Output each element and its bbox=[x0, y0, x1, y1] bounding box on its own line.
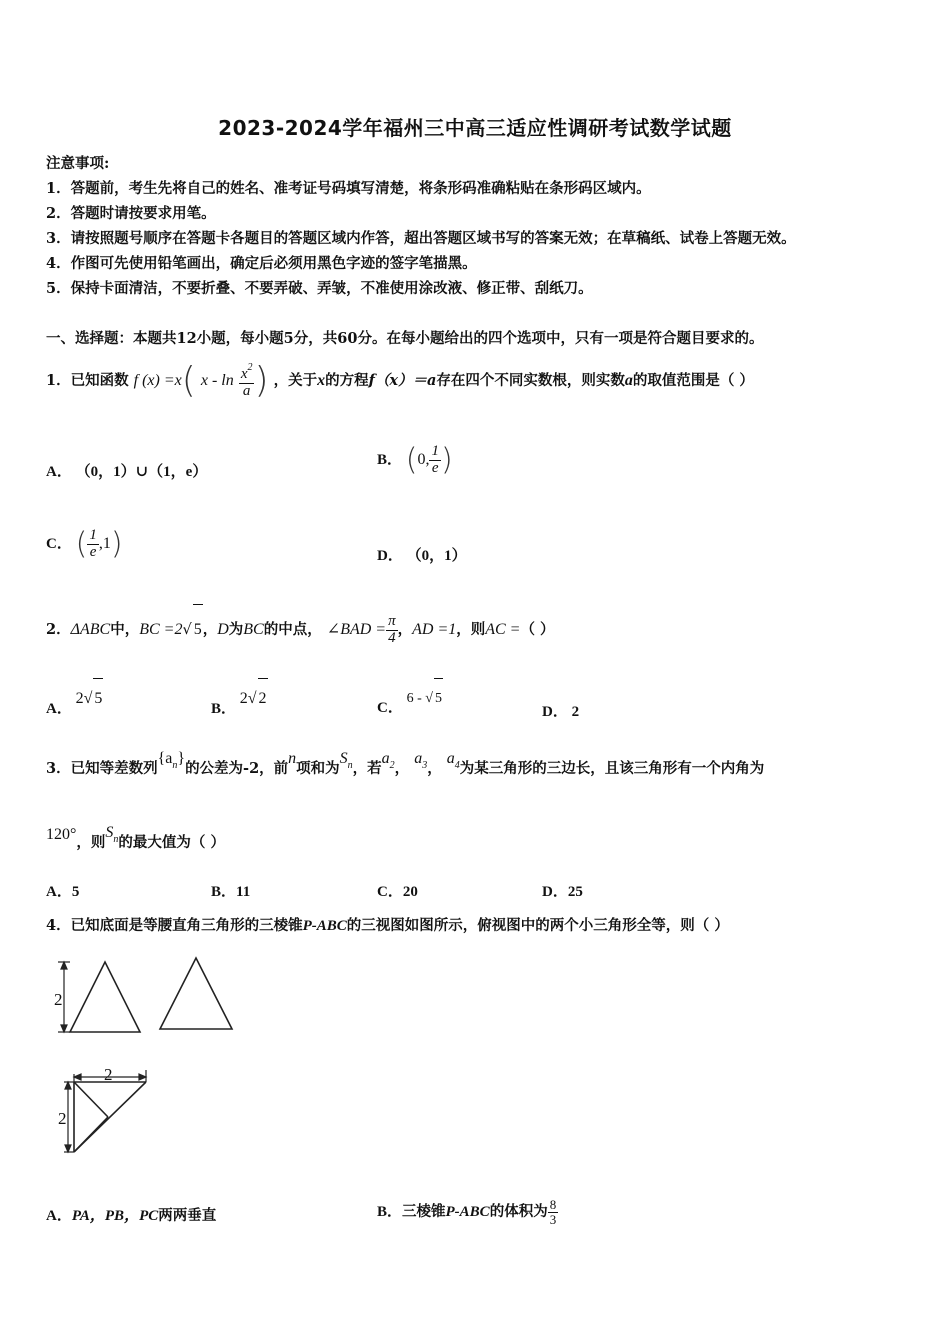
q2-option-a-label: A． bbox=[46, 701, 72, 717]
q2-ad: AD =1 bbox=[412, 621, 457, 638]
q1-left-paren: ( bbox=[181, 360, 196, 401]
q2-option-a: A． 2√ 5 bbox=[46, 688, 103, 724]
q1-option-b-num: 1 bbox=[431, 443, 439, 460]
q1-fraction bbox=[239, 363, 255, 400]
q2-option-b-coef: 2 bbox=[239, 690, 248, 707]
q2-option-b-rad: 2 bbox=[258, 678, 268, 719]
q4-option-a-text: 两两垂直 bbox=[158, 1208, 217, 1224]
question-3 bbox=[46, 744, 764, 790]
page-title: 2023-2024学年福州三中高三适应性调研考试数学试题 bbox=[218, 116, 732, 140]
q1-option-c-den: e bbox=[89, 544, 97, 561]
q1-tail-4: 存在四个不同实数根，则实数 bbox=[436, 372, 625, 389]
q1-var-a: a bbox=[624, 372, 633, 389]
q4-text-1: 4．已知底面是等腰直角三角形的三棱锥 bbox=[46, 917, 303, 934]
q2-option-c-label: C． bbox=[377, 700, 403, 716]
notice-item-3: 3．请按照题号顺序在答题卡各题目的答题区域内作答，超出答题区域书写的答案无效；在草稿纸、试卷上答题无效。 bbox=[46, 230, 796, 247]
q1-tail-3: f（x）＝a bbox=[368, 372, 437, 389]
q1-option-d bbox=[377, 544, 467, 565]
q2-option-a-rad: 5 bbox=[93, 678, 103, 719]
q3-t3: ，若 bbox=[352, 760, 382, 777]
q4-option-a-label: A． bbox=[46, 1208, 72, 1224]
q3-option-c bbox=[377, 880, 418, 901]
q4-option-b-den: 3 bbox=[549, 1212, 557, 1228]
q2-d: D bbox=[217, 621, 229, 638]
q1-option-a bbox=[46, 460, 207, 481]
q2-lead: 2． bbox=[46, 621, 71, 638]
q2-t7: （ ） bbox=[520, 621, 555, 638]
q1-function-inner: x - ln bbox=[200, 372, 234, 389]
q1-tail-5: 的取值范围是（ ） bbox=[632, 372, 754, 389]
q2-option-d bbox=[542, 700, 579, 721]
q3-a2: a bbox=[381, 750, 390, 767]
q3-option-c-label: C． bbox=[377, 884, 403, 900]
q1-option-c-fraction bbox=[87, 528, 99, 561]
notice-item-4: 4．作图可先使用铅笔画出，确定后必须用黑色字迹的签字笔描黑。 bbox=[46, 255, 477, 272]
question-1 bbox=[46, 356, 754, 406]
q1-option-a-text: （0，1）∪（1，e） bbox=[75, 464, 208, 480]
q2-option-a-coef: 2 bbox=[75, 690, 84, 707]
front-dim-label: 2 bbox=[54, 990, 63, 1009]
q3-t6: 的最大值为（ ） bbox=[118, 834, 225, 851]
question-3-line-2 bbox=[46, 818, 225, 864]
q3-seq: {a bbox=[157, 750, 173, 767]
q4-option-b-fraction bbox=[548, 1198, 559, 1226]
q1-option-c-label: C． bbox=[46, 536, 72, 552]
q1-frac-sup: 2 bbox=[247, 361, 253, 373]
q4-option-b bbox=[377, 1190, 558, 1234]
q1-frac-num: x bbox=[240, 365, 248, 382]
q3-seq-close: } bbox=[177, 750, 186, 767]
q3-s2: S bbox=[105, 824, 114, 841]
three-view-diagram bbox=[50, 950, 250, 1160]
q1-option-c-right: ,1 bbox=[98, 535, 111, 552]
q3-option-a bbox=[46, 880, 79, 901]
q2-option-c: C． 6 - √ 5 bbox=[377, 688, 443, 724]
q1-option-b: B． (0, $\frac{1}{e}$ ) bbox=[377, 442, 453, 478]
q3-a3: a bbox=[414, 750, 423, 767]
question-4 bbox=[46, 914, 729, 935]
notice-item-2: 2．答题时请按要求用笔。 bbox=[46, 205, 216, 222]
q3-option-d-text: 25 bbox=[567, 884, 583, 900]
q3-t5: ，则 bbox=[76, 834, 106, 851]
q2-pi: π bbox=[388, 612, 396, 629]
notice-item-1: 1．答题前，考生先将自己的姓名、准考证号码填写清楚，将条形码准确粘贴在条形码区域内。 bbox=[46, 180, 651, 197]
top-width-label: 2 bbox=[104, 1065, 113, 1084]
q4-option-b-text: 三棱锥 bbox=[402, 1204, 446, 1220]
q2-t4: 的中点， bbox=[263, 621, 322, 638]
q2-t3: 为 bbox=[228, 621, 244, 638]
q3-option-b-label: B． bbox=[211, 884, 237, 900]
q3-seq-sub: n bbox=[172, 760, 178, 771]
q3-s-sub: n bbox=[347, 760, 353, 771]
q3-n: n bbox=[288, 750, 297, 767]
q1-option-b-label: B． bbox=[377, 452, 403, 468]
section-1-heading: 一、选择题：本题共12小题，每小题5分，共60分。在每小题给出的四个选项中，只有一项是符合题目要求的。 bbox=[46, 330, 764, 347]
side-view-triangle bbox=[160, 958, 232, 1029]
q4-option-b-label: B． bbox=[377, 1204, 403, 1220]
q3-a4-sub: 4 bbox=[454, 760, 460, 771]
q3-option-a-label: A． bbox=[46, 884, 72, 900]
q2-t6: ，则 bbox=[456, 621, 486, 638]
q3-comma-2: ， bbox=[427, 760, 442, 777]
q3-option-c-text: 20 bbox=[402, 884, 418, 900]
q3-option-d-label: D． bbox=[542, 884, 568, 900]
q2-option-b-label: B． bbox=[211, 701, 237, 717]
top-height-label: 2 bbox=[58, 1109, 67, 1128]
q3-option-b-text: 11 bbox=[236, 884, 251, 900]
q2-option-d-label: D． bbox=[542, 704, 568, 720]
front-view-triangle bbox=[70, 962, 140, 1032]
q1-option-d-label: D． bbox=[377, 548, 403, 564]
q3-degree: 120° bbox=[46, 826, 77, 843]
q2-four: 4 bbox=[388, 629, 396, 646]
q3-option-a-text: 5 bbox=[71, 884, 80, 900]
q1-frac-den: a bbox=[242, 382, 251, 399]
q2-ac: AC = bbox=[485, 621, 521, 638]
q1-tail-2: 的方程 bbox=[325, 372, 369, 389]
q2-option-b: B． 2√ 2 bbox=[211, 688, 268, 724]
q3-a2-sub: 2 bbox=[389, 760, 395, 771]
q1-lead: 1．已知函数 bbox=[46, 372, 129, 389]
q2-t1: 中， bbox=[110, 621, 140, 638]
q3-s: S bbox=[339, 750, 348, 767]
q3-t4: 为某三角形的三边长，且该三角形有一个内角为 bbox=[459, 760, 765, 777]
q1-option-c-num: 1 bbox=[89, 527, 97, 544]
q3-option-b bbox=[211, 880, 250, 901]
notice-item-5: 5．保持卡面清洁，不要折叠、不要弄破、弄皱，不准使用涂改液、修正带、刮纸刀。 bbox=[46, 280, 593, 297]
q1-option-b-left: 0, bbox=[417, 451, 430, 468]
q2-triangle: ΔABC bbox=[70, 621, 111, 638]
q1-function-lhs: f (x) =x bbox=[133, 372, 182, 389]
q2-sqrt5: 5 bbox=[193, 604, 203, 655]
q2-option-c-rad: 5 bbox=[434, 678, 443, 719]
q4-option-a bbox=[46, 1204, 216, 1225]
q3-a3-sub: 3 bbox=[422, 760, 428, 771]
q2-bc-2: BC bbox=[243, 621, 264, 638]
q3-s2-sub: n bbox=[113, 834, 119, 845]
top-view bbox=[74, 1082, 146, 1152]
q2-t2: ， bbox=[202, 621, 218, 638]
q4-pabc: P-ABC bbox=[302, 918, 347, 934]
q3-t1: 的公差为-2，前 bbox=[185, 760, 289, 777]
q3-a4: a bbox=[446, 750, 455, 767]
q1-option-a-label: A． bbox=[46, 464, 72, 480]
q3-comma-1: ， bbox=[394, 760, 410, 777]
question-2: 2．ΔABC中，BC =2√ 5，D为BC的中点， ∠BAD = $\frac{\pi}{4}$ ，AD =1，则AC =（ ） bbox=[46, 604, 555, 654]
q2-option-d-text: 2 bbox=[571, 704, 580, 720]
q2-angle-fraction bbox=[386, 614, 398, 647]
q3-lead: 3．已知等差数列 bbox=[46, 760, 158, 777]
q1-var-x: x bbox=[317, 372, 326, 389]
q1-option-c: C． ( $\frac{1}{e}$ ,1) bbox=[46, 526, 123, 562]
q3-t2: 项和为 bbox=[296, 760, 340, 777]
q2-t5: ， bbox=[397, 621, 413, 638]
q3-option-d bbox=[542, 880, 583, 901]
q2-angle: ∠BAD = bbox=[326, 621, 387, 638]
q1-option-d-text: （0，1） bbox=[406, 548, 467, 564]
notice-heading: 注意事项: bbox=[46, 155, 110, 172]
q4-option-a-math: PA，PB，PC bbox=[71, 1208, 159, 1224]
q2-bc: BC =2 bbox=[139, 621, 183, 638]
q1-option-b-den: e bbox=[431, 460, 439, 477]
q4-text-2: 的三视图如图所示，俯视图中的两个小三角形全等，则（ ） bbox=[346, 917, 729, 934]
q4-option-b-num: 8 bbox=[549, 1197, 557, 1213]
q2-option-c-pre: 6 - bbox=[406, 691, 422, 706]
q4-option-b-text-2: 的体积为 bbox=[489, 1204, 548, 1220]
q1-tail-1: ，关于 bbox=[273, 372, 318, 389]
q4-option-b-math: P-ABC bbox=[445, 1204, 490, 1220]
q1-right-paren: ) bbox=[254, 360, 269, 401]
q1-option-b-fraction bbox=[429, 444, 441, 477]
